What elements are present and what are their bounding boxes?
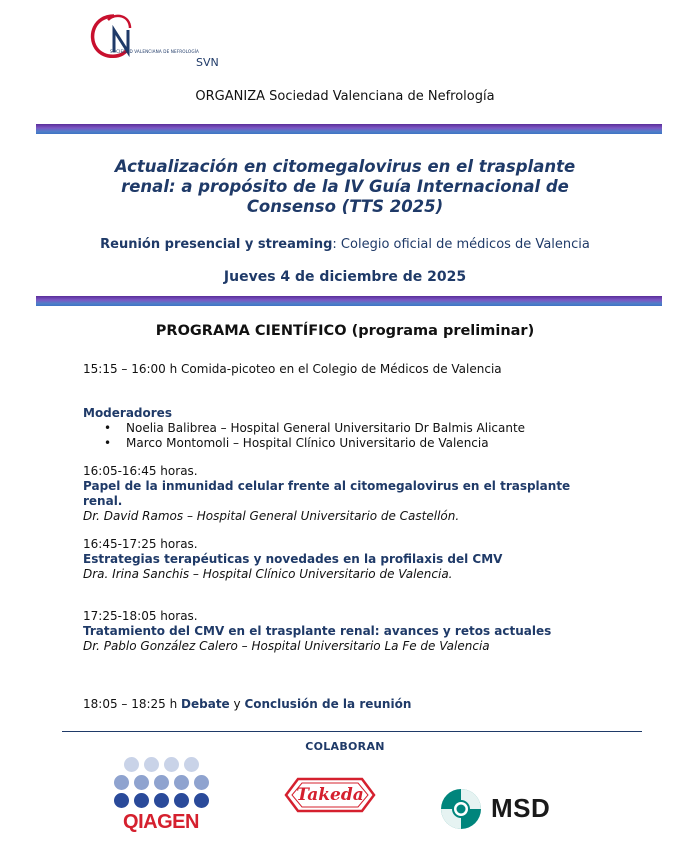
talk-time: 16:45-17:25 horas. <box>83 537 198 551</box>
venue-value: : Colegio oficial de médicos de Valencia <box>332 237 590 252</box>
talk-title: Papel de la inmunidad celular frente al citomegalovirus en el trasplante <box>83 479 571 493</box>
qiagen-dot-icon <box>164 757 179 772</box>
takeda-logo-text: Takeda <box>296 785 364 805</box>
moderator-name: Noelia Balibrea – Hospital General Universitario Dr Balmis Alicante <box>126 421 526 435</box>
qiagen-dot-icon <box>144 757 159 772</box>
qiagen-dot-icon <box>134 793 149 808</box>
talk-speaker: Dr. David Ramos – Hospital General Universitario de Castellón. <box>83 509 460 523</box>
talk-title: renal. <box>83 494 123 508</box>
bullet-icon: • <box>104 436 112 450</box>
talk-title: Estrategias terapéuticas y novedades en la profilaxis del CMV <box>83 552 503 566</box>
event-title-line: Actualización en citomegalovirus en el trasplante <box>114 157 576 176</box>
qiagen-dot-icon <box>154 793 169 808</box>
event-title-line: renal: a propósito de la IV Guía Internacional de <box>121 177 569 196</box>
event-title-line: Consenso (TTS 2025) <box>246 197 444 216</box>
qiagen-dot-icon <box>184 757 199 772</box>
moderators-label: Moderadores <box>83 406 172 420</box>
sponsors-heading: COLABORAN <box>305 740 385 753</box>
qiagen-dot-icon <box>124 757 139 772</box>
qiagen-dot-icon <box>134 775 149 790</box>
msd-logo-icon <box>440 788 482 830</box>
closing-conclusion: Conclusión de la reunión <box>244 697 412 711</box>
talk-time: 16:05-16:45 horas. <box>83 464 198 478</box>
lunch-line: 15:15 – 16:00 h Comida-picoteo en el Colegio de Médicos de Valencia <box>83 362 502 376</box>
msd-logo-text: MSD <box>491 793 551 823</box>
logo-acronym: SVN <box>196 56 219 69</box>
moderator-item <box>104 436 489 450</box>
qiagen-dot-icon <box>114 775 129 790</box>
qiagen-dot-icon <box>114 793 129 808</box>
talk-time: 17:25-18:05 horas. <box>83 609 198 623</box>
moderator-item <box>104 421 525 435</box>
organizer-line: ORGANIZA Sociedad Valenciana de Nefrología <box>195 89 495 104</box>
qiagen-logo-text: QIAGEN <box>123 811 199 833</box>
header-band-bottom <box>36 296 662 306</box>
venue-line <box>0 237 690 252</box>
footer-divider <box>62 731 642 732</box>
qiagen-dot-icon <box>154 775 169 790</box>
talk-speaker: Dra. Irina Sanchis – Hospital Clínico Universitario de Valencia. <box>83 567 453 581</box>
qiagen-dot-icon <box>174 793 189 808</box>
qiagen-dot-icon <box>194 793 209 808</box>
event-title <box>60 157 630 217</box>
closing-line <box>83 697 411 711</box>
closing-and: y <box>229 697 245 711</box>
closing-time: 18:05 – 18:25 h <box>83 697 182 711</box>
logo-org-name: SOCIEDAD VALENCIANA DE NEFROLOGÍA <box>110 49 199 54</box>
closing-debate: Debate <box>181 697 230 711</box>
header-band-top <box>36 124 662 134</box>
bullet-icon: • <box>104 421 112 435</box>
moderator-name: Marco Montomoli – Hospital Clínico Universitario de Valencia <box>126 436 489 450</box>
venue-label: Reunión presencial y streaming <box>100 237 333 252</box>
talk-title: Tratamiento del CMV en el trasplante renal: avances y retos actuales <box>83 624 552 638</box>
program-heading: PROGRAMA CIENTÍFICO (programa preliminar) <box>155 323 535 339</box>
event-date: Jueves 4 de diciembre de 2025 <box>223 269 467 285</box>
qiagen-dot-icon <box>194 775 209 790</box>
qiagen-dot-icon <box>174 775 189 790</box>
talk-speaker: Dr. Pablo González Calero – Hospital Universitario La Fe de Valencia <box>83 639 490 653</box>
